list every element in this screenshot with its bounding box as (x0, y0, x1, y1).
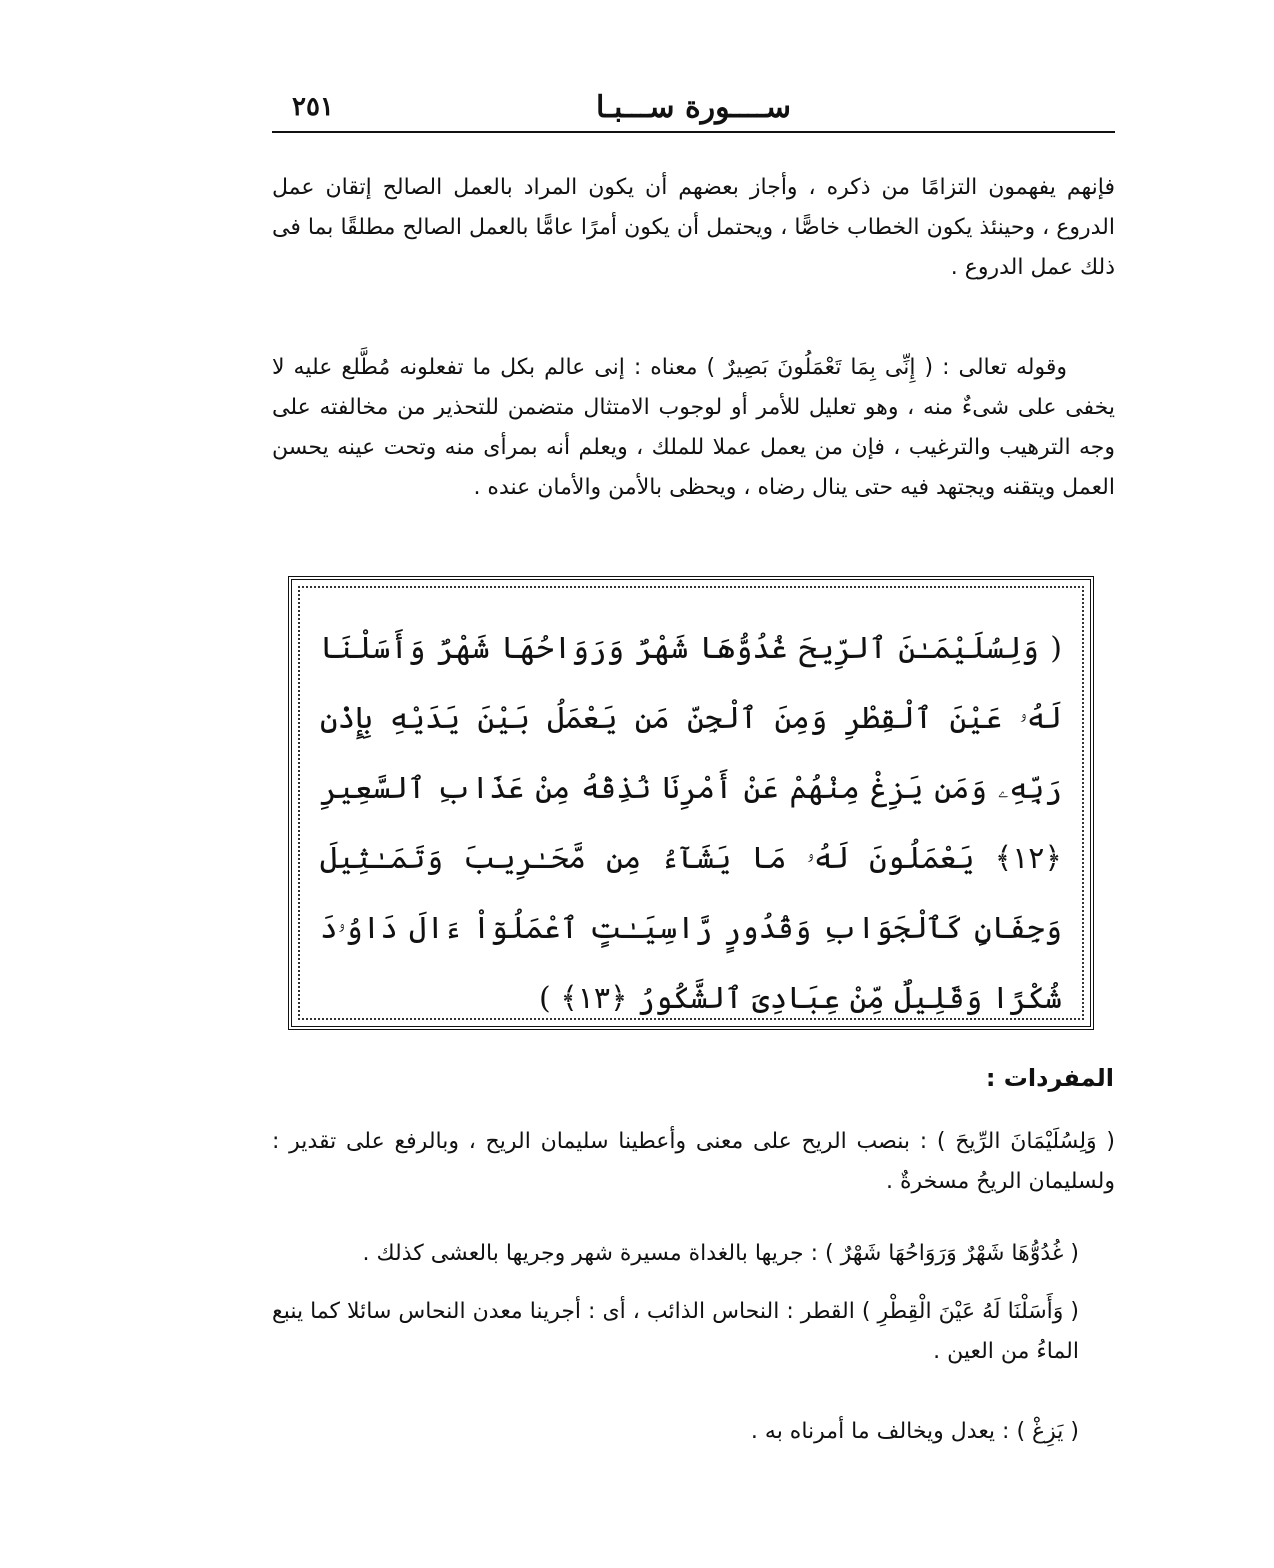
quran-verse-frame (288, 576, 1094, 1030)
commentary-paragraph-1: فإنهم يفهمون التزامًا من ذكره ، وأجاز بعضهم أن يكون المراد بالعمل الصالح إتقان عمل الدروع ، وحينئذ يكون الخطاب خاصًّا ، ويحتمل أن يكون أمرًا عامًّا بالعمل الصالح مطلقًا بما فى ذلك عمل الدروع . (272, 175, 1115, 280)
vocabulary-heading: المفردات : (985, 1064, 1114, 1092)
page-header (272, 84, 1115, 132)
vocabulary-entry: ( غُدُوُّهَا شَهْرٌ وَرَوَاحُهَا شَهْرٌ ) : جريها بالغداة مسيرة شهر وجريها بالعشى كذلك . (362, 1241, 1079, 1266)
vocabulary-entry: ( وَأَسَلْنَا لَهُ عَيْنَ الْقِطْرِ ) القطر : النحاس الذائب ، أى : أجرينا معدن النحاس سائلا كما ينبع الماءُ من العين . (272, 1299, 1079, 1364)
page-number: ٢٥١ (292, 92, 334, 122)
vocabulary-entry: ( يَزِغْ ) : يعدل ويخالف ما أمرناه به . (750, 1419, 1079, 1444)
quran-verses-text: ( وَلِسُلَيْمَـٰنَ ٱلرِّيحَ غُدُوُّهَا شَهْرٌ وَرَوَاحُهَا شَهْرٌ وَأَسَلْنَا لَهُۥ عَيْنَ ٱلْقِطْرِ وَمِنَ ٱلْجِنِّ مَن يَعْمَلُ بَيْنَ يَدَيْهِ بِإِذْنِ رَبِّهِۦ وَمَن يَزِغْ مِنْهُمْ عَنْ أَمْرِنَا نُذِقْهُ مِنْ عَذَابِ ٱلسَّعِيرِ ﴿١٢﴾ يَعْمَلُونَ لَهُۥ مَا يَشَآءُ مِن مَّحَـٰرِيبَ وَتَمَـٰثِيلَ وَجِفَانٍ كَٱلْجَوَابِ وَقُدُورٍ رَّاسِيَـٰتٍ ٱعْمَلُوٓاْ ءَالَ دَاوُۥدَ شُكْرًا وَقَلِيلٌ مِّنْ عِبَادِىَ ٱلشَّكُورُ ﴿١٣﴾ ) (320, 631, 1062, 1016)
header-divider (272, 131, 1115, 133)
commentary-paragraph-2: وقوله تعالى : ( إِنِّى بِمَا تَعْمَلُونَ بَصِيرٌ ) معناه : إنى عالم بكل ما تفعلونه مُطَّلع عليه لا يخفى على شىءٌ منه ، وهو تعليل للأمر أو لوجوب الامتثال متضمن للتحذير من مخالفته على وجه الترهيب والترغيب ، فإن من يعمل عملا للملك ، ويعلم أنه بمرأى منه وتحت عينه يحسن العمل ويتقنه ويجتهد فيه حتى ينال رضاه ، ويحظى بالأمن والأمان عنده . (272, 355, 1115, 500)
vocabulary-entry: ( وَلِسُلَيْمَانَ الرِّيحَ ) : بنصب الريح على معنى وأعطينا سليمان الريح ، وبالرفع على تقدير : ولسليمان الريحُ مسخرةٌ . (272, 1129, 1115, 1194)
surah-title: ســــورة ســـبـا (596, 90, 791, 125)
